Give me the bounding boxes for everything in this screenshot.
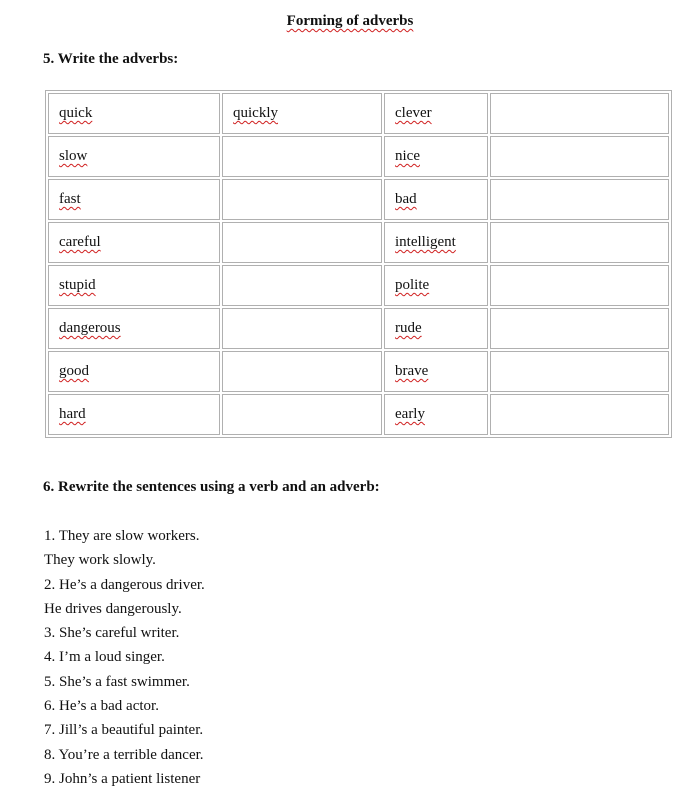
table-cell[interactable] (384, 351, 488, 392)
sentence-list (44, 526, 205, 793)
table-cell[interactable] (222, 265, 382, 306)
table-cell[interactable] (222, 351, 382, 392)
sentence-line: 4. I’m a loud singer. (44, 649, 165, 666)
table-row (48, 222, 669, 263)
cell-word: stupid (59, 277, 96, 293)
table-cell[interactable] (48, 265, 220, 306)
table-cell[interactable] (490, 93, 669, 134)
sentence-line: 1. They are slow workers. (44, 528, 200, 544)
cell-word: brave (395, 363, 429, 379)
sentence-line: 2. He’s a dangerous driver. (44, 576, 205, 593)
table-cell[interactable] (384, 136, 488, 177)
table-row (48, 179, 669, 220)
sentence-line: 6. He’s a bad actor. (44, 698, 159, 715)
cell-word: good (59, 363, 89, 379)
table-cell[interactable] (48, 351, 220, 392)
table-cell[interactable] (384, 308, 488, 349)
cell-word: dangerous (59, 320, 121, 336)
table-cell[interactable] (222, 179, 382, 220)
table-cell[interactable] (490, 265, 669, 306)
sentence-line: 7. Jill’s a beautiful painter. (44, 722, 204, 739)
sentence-line: 9. John’s a patient listener (44, 770, 201, 787)
table-cell[interactable] (48, 136, 220, 177)
cell-word: quick (59, 105, 93, 121)
cell-word: rude (395, 320, 422, 336)
cell-word: slow (59, 148, 88, 164)
table-cell[interactable] (384, 222, 488, 263)
table-cell[interactable] (490, 136, 669, 177)
document-title: Forming of adverbs (286, 13, 414, 29)
table-cell[interactable] (490, 394, 669, 435)
table-cell[interactable] (490, 179, 669, 220)
cell-word: nice (395, 148, 420, 164)
table-cell[interactable] (48, 222, 220, 263)
table-cell[interactable] (384, 394, 488, 435)
cell-word: clever (395, 105, 432, 121)
table-cell[interactable] (384, 179, 488, 220)
table-cell[interactable] (222, 308, 382, 349)
table-row (48, 394, 669, 435)
sentence-line: They work slowly. (44, 552, 156, 569)
table-cell[interactable] (222, 93, 382, 134)
table-row (48, 351, 669, 392)
cell-word: polite (395, 277, 430, 293)
table-cell[interactable] (222, 136, 382, 177)
table-cell[interactable] (222, 394, 382, 435)
table-row (48, 93, 669, 134)
table-cell[interactable] (490, 351, 669, 392)
table-row (48, 265, 669, 306)
sentence-line: He drives dangerously. (44, 600, 182, 617)
table-row (48, 136, 669, 177)
cell-word: early (395, 406, 425, 422)
cell-word: fast (59, 191, 81, 207)
section-6-heading: 6. Rewrite the sentences using a verb and an adverb: (43, 479, 380, 495)
cell-word: quickly (233, 105, 278, 121)
table-cell[interactable] (48, 308, 220, 349)
table-cell[interactable] (48, 179, 220, 220)
table-cell[interactable] (48, 93, 220, 134)
cell-word: careful (59, 234, 101, 250)
sentence-line: 5. She’s a fast swimmer. (44, 673, 190, 690)
table-cell[interactable] (490, 308, 669, 349)
table-cell[interactable] (384, 265, 488, 306)
table-cell[interactable] (384, 93, 488, 134)
cell-word: intelligent (395, 234, 456, 250)
sentence-line: 3. She’s careful writer. (44, 625, 180, 642)
section-5-heading: 5. Write the adverbs: (43, 51, 179, 67)
sentence-line: 8. You’re a terrible dancer. (44, 746, 204, 763)
table-cell[interactable] (222, 222, 382, 263)
table-cell[interactable] (48, 394, 220, 435)
cell-word: bad (395, 191, 417, 207)
table-row (48, 308, 669, 349)
adverbs-table (45, 90, 672, 438)
cell-word: hard (59, 406, 86, 422)
table-cell[interactable] (490, 222, 669, 263)
